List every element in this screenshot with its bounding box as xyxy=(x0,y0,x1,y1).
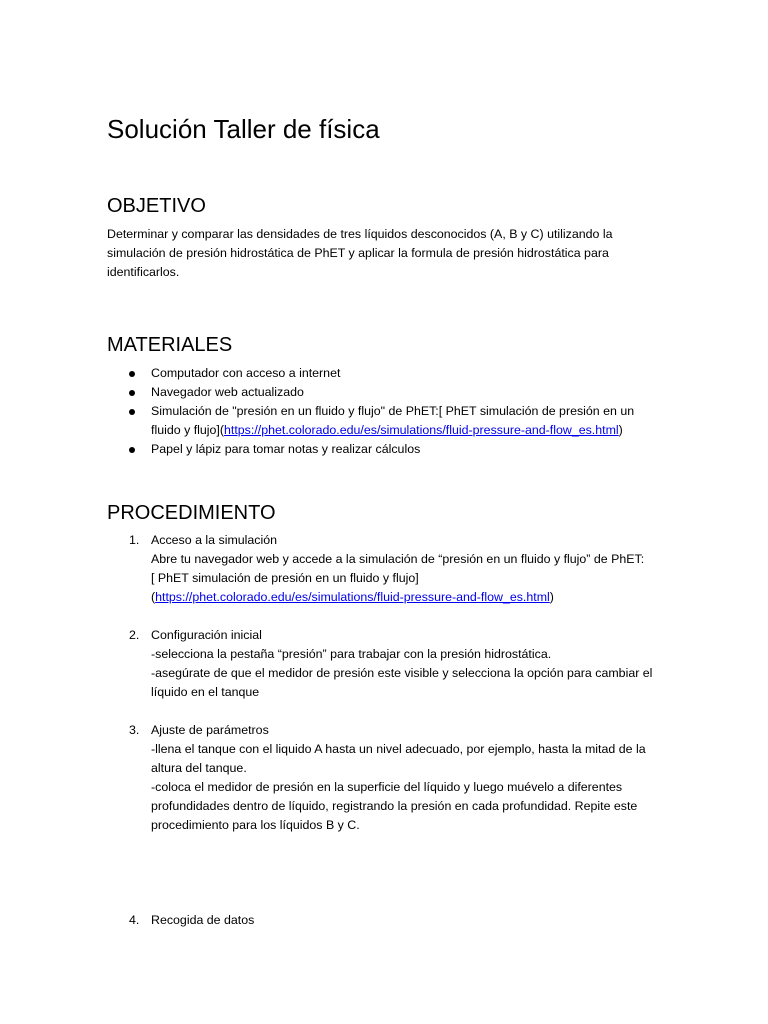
step-line: -asegúrate de que el medidor de presión este visible y selecciona la opción para cambiar el líquido en el tanque xyxy=(151,666,653,699)
list-item-text: Navegador web actualizado xyxy=(151,385,304,399)
step-number: 2. xyxy=(129,628,140,642)
bullet-icon xyxy=(129,447,135,453)
list-item-text-end: ) xyxy=(618,423,623,437)
step-line: -llena el tanque con el liquido A hasta un nivel adecuado, por ejemplo, hasta la mitad de la altura del tanque. xyxy=(151,742,646,775)
bullet-icon xyxy=(129,371,135,377)
list-item-text: Simulación de "presión en un fluido y flujo" de PhET:[ PhET simulación de presión en un fluido y flujo]( xyxy=(151,404,635,437)
list-item-text: Papel y lápiz para tomar notas y realizar cálculos xyxy=(151,442,421,456)
list-item xyxy=(107,440,667,459)
step-line: Abre tu navegador web y accede a la simulación de “presión en un fluido y flujo” de PhET: xyxy=(151,552,645,566)
heading-procedimiento: PROCEDIMIENTO xyxy=(107,502,276,524)
step-line: -coloca el medidor de presión en la superficie del líquido y luego muévelo a diferentes profundidades dentro de líquido, registrando la presión en cada profundidad. Repite este procedimiento para los líquidos B y C. xyxy=(151,780,638,832)
paren-open: ( xyxy=(151,590,156,604)
bullet-icon xyxy=(129,409,135,415)
step-title: Ajuste de parámetros xyxy=(151,723,269,737)
step-4 xyxy=(107,911,667,930)
bullet-icon xyxy=(129,390,135,396)
list-item xyxy=(107,402,667,440)
list-item-text: Computador con acceso a internet xyxy=(151,366,341,380)
phet-link[interactable]: https://phet.colorado.edu/es/simulations/fluid-pressure-and-flow_es.html xyxy=(224,423,619,437)
materiales-list xyxy=(107,364,667,459)
list-item xyxy=(107,383,667,402)
document-title: Solución Taller de física xyxy=(107,114,380,144)
step-line: [ PhET simulación de presión en un fluido y flujo] xyxy=(151,571,419,585)
procedimiento-list xyxy=(107,531,667,930)
step-2 xyxy=(107,626,667,702)
phet-link[interactable]: https://phet.colorado.edu/es/simulations/fluid-pressure-and-flow_es.html xyxy=(155,590,550,604)
step-3 xyxy=(107,721,667,835)
heading-materiales: MATERIALES xyxy=(107,334,233,356)
step-line: -selecciona la pestaña “presión” para trabajar con la presión hidrostática. xyxy=(151,647,552,661)
step-number: 3. xyxy=(129,723,140,737)
list-item xyxy=(107,364,667,383)
step-link-line xyxy=(151,588,667,607)
step-title: Acceso a la simulación xyxy=(151,533,278,547)
step-1 xyxy=(107,531,667,607)
heading-objetivo: OBJETIVO xyxy=(107,195,206,217)
paren-close: ) xyxy=(549,590,554,604)
objetivo-paragraph: Determinar y comparar las densidades de tres líquidos desconocidos (A, B y C) utilizando la simulación de presión hidrostática de PhET y aplicar la formula de presión hidrostática para identificarlos. xyxy=(107,227,613,279)
step-title: Configuración inicial xyxy=(151,628,262,642)
step-number: 4. xyxy=(129,913,140,927)
step-title: Recogida de datos xyxy=(151,913,255,927)
step-number: 1. xyxy=(129,533,140,547)
